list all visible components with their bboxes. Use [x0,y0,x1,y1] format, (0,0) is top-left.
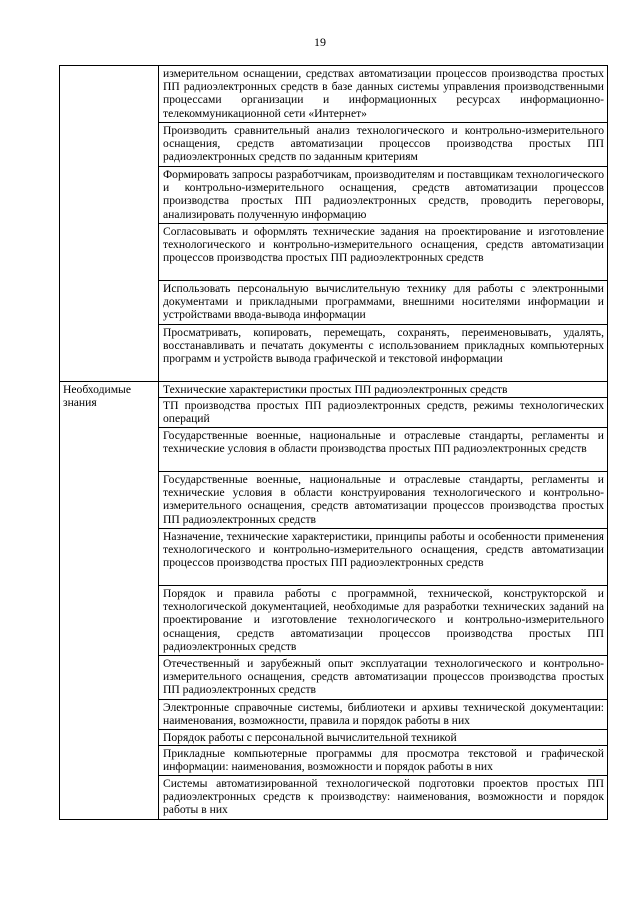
table-cell: Назначение, технические характеристики, принципы работы и особенности применения технологического и контрольно-измерительного оснащения, средств автоматизации процессов производства простых ПП радиоэлектронных средств [159,529,608,586]
table-cell: Порядок работы с персональной вычислительной техникой [159,730,608,746]
requirements-table [59,65,608,820]
table-row [60,66,608,123]
abilities-label-cell [60,66,159,382]
table-cell: Прикладные компьютерные программы для просмотра текстовой и графической информации: наименования, возможности и порядок работы в них [159,746,608,776]
knowledge-label: Необходимые знания [60,382,159,820]
table-cell: Системы автоматизированной технологической подготовки проектов простых ПП радиоэлектронных средств к производству: наименования, возможности и порядок работы в них [159,776,608,820]
page-number: 19 [314,35,326,49]
table-cell: Порядок и правила работы с программной, технической, конструкторской и технологической документацией, необходимые для разработки технических заданий на проектирование и изготовление технологического и контрольно-измерительного оснащения, средств автоматизации процессов производства простых ПП радиоэлектронных средств [159,586,608,656]
table-cell: Производить сравнительный анализ технологического и контрольно-измерительного оснащения, средств автоматизации процессов производства простых ПП радиоэлектронных средств по заданным критериям [159,123,608,167]
table-cell: ТП производства простых ПП радиоэлектронных средств, режимы технологических операций [159,398,608,428]
table-cell: измерительном оснащении, средствах автоматизации процессов производства простых ПП радиоэлектронных средств в базе данных системы управления производственными процессами организации и информационных ресурсах информационно-телекоммуникационной сети «Интернет» [159,66,608,123]
table-cell: Согласовывать и оформлять технические задания на проектирование и изготовление технологического и контрольно-измерительного оснащения, средств автоматизации процессов производства простых ПП радиоэлектронных средств [159,224,608,281]
table-cell: Отечественный и зарубежный опыт эксплуатации технологического и контрольно-измерительного оснащения, средств автоматизации процессов производства простых ПП радиоэлектронных средств [159,656,608,700]
table-row [60,382,608,398]
table-cell: Использовать персональную вычислительную технику для работы с электронными документами и прикладными программами, внешними носителями информации и устройствами ввода-вывода информации [159,281,608,325]
table-cell: Формировать запросы разработчикам, производителям и поставщикам технологического и контрольно-измерительного оснащения, средств автоматизации процессов производства простых ПП радиоэлектронных средств, проводить переговоры, анализировать полученную информацию [159,167,608,224]
table-cell: Электронные справочные системы, библиотеки и архивы технической документации: наименования, возможности, правила и порядок работы в них [159,700,608,730]
table-cell: Просматривать, копировать, перемещать, сохранять, переименовывать, удалять, восстанавливать и печатать документы с использованием прикладных компьютерных программ и устройств вывода графической и текстовой информации [159,325,608,382]
table-cell: Государственные военные, национальные и отраслевые стандарты, регламенты и технические условия в области производства простых ПП радиоэлектронных средств [159,428,608,472]
table-cell: Государственные военные, национальные и отраслевые стандарты, регламенты и технические условия в области конструирования технологического и контрольно-измерительного оснащения, средств автоматизации процессов производства простых ПП радиоэлектронных средств [159,472,608,529]
table-cell: Технические характеристики простых ПП радиоэлектронных средств [159,382,608,398]
